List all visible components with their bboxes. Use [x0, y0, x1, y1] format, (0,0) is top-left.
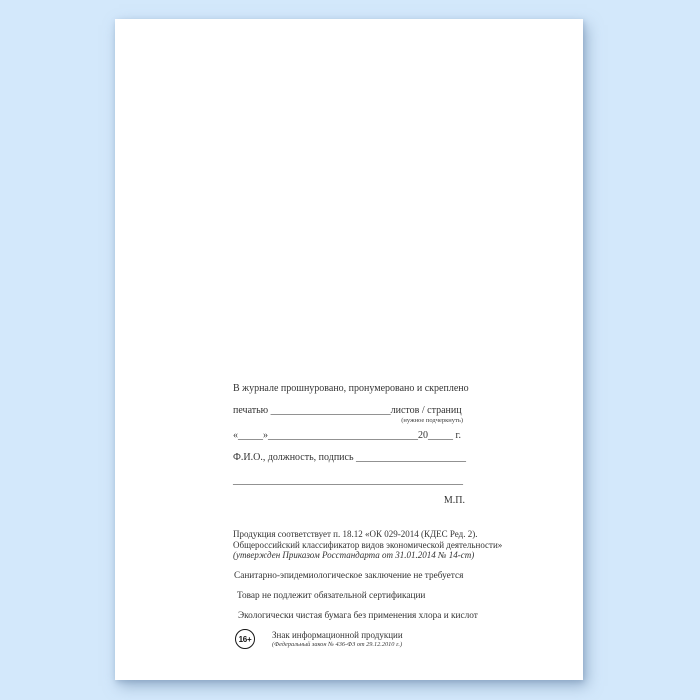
age-mark-title: Знак информационной продукции — [272, 630, 403, 640]
age-16-badge-label: 16+ — [238, 634, 252, 644]
eco-paper-note: Экологически чистая бумага без применения хлора и кислот — [238, 611, 478, 621]
seal-line — [233, 405, 462, 417]
sanitary-note: Санитарно-эпидемиологическое заключение не требуется — [234, 571, 464, 581]
date-line: «_____»______________________________20_____ г. — [233, 430, 461, 441]
stamp-place-mark: М.П. — [443, 495, 465, 506]
name-position-signature-line — [233, 452, 466, 464]
binding-statement: В журнале прошнуровано, пронумеровано и скреплено — [233, 383, 469, 394]
seal-blank-field: ________________________ — [270, 405, 391, 416]
compliance-line-2: Общероссийский классификатор видов экономической деятельности» — [233, 539, 503, 550]
seal-prefix-label: печатью — [233, 405, 271, 416]
signature-rule-line: ______________________________________________ — [233, 475, 463, 486]
back-page-content — [233, 383, 503, 673]
fio-label: Ф.И.О., должность, подпись — [233, 452, 357, 463]
underline-hint: (нужное подчеркнуть) — [401, 417, 463, 424]
sheets-pages-label: листов / страниц — [390, 405, 462, 416]
fio-blank-field: ______________________ — [356, 452, 467, 463]
compliance-line-1: Продукция соответствует п. 18.12 «ОК 029-2014 (КДЕС Ред. 2). — [233, 529, 478, 539]
compliance-note — [233, 529, 503, 561]
age-mark-law: (Федеральный закон № 436-ФЗ от 29.12.2010 г.) — [272, 640, 403, 648]
age-mark-block — [235, 628, 465, 652]
compliance-line-3: (утвержден Приказом Росстандарта от 31.01.2014 № 14-ст) — [233, 550, 475, 560]
age-16-badge-icon — [235, 629, 255, 649]
certification-note: Товар не подлежит обязательной сертификации — [237, 591, 426, 601]
age-mark-text — [272, 631, 403, 648]
document-page — [115, 19, 583, 680]
